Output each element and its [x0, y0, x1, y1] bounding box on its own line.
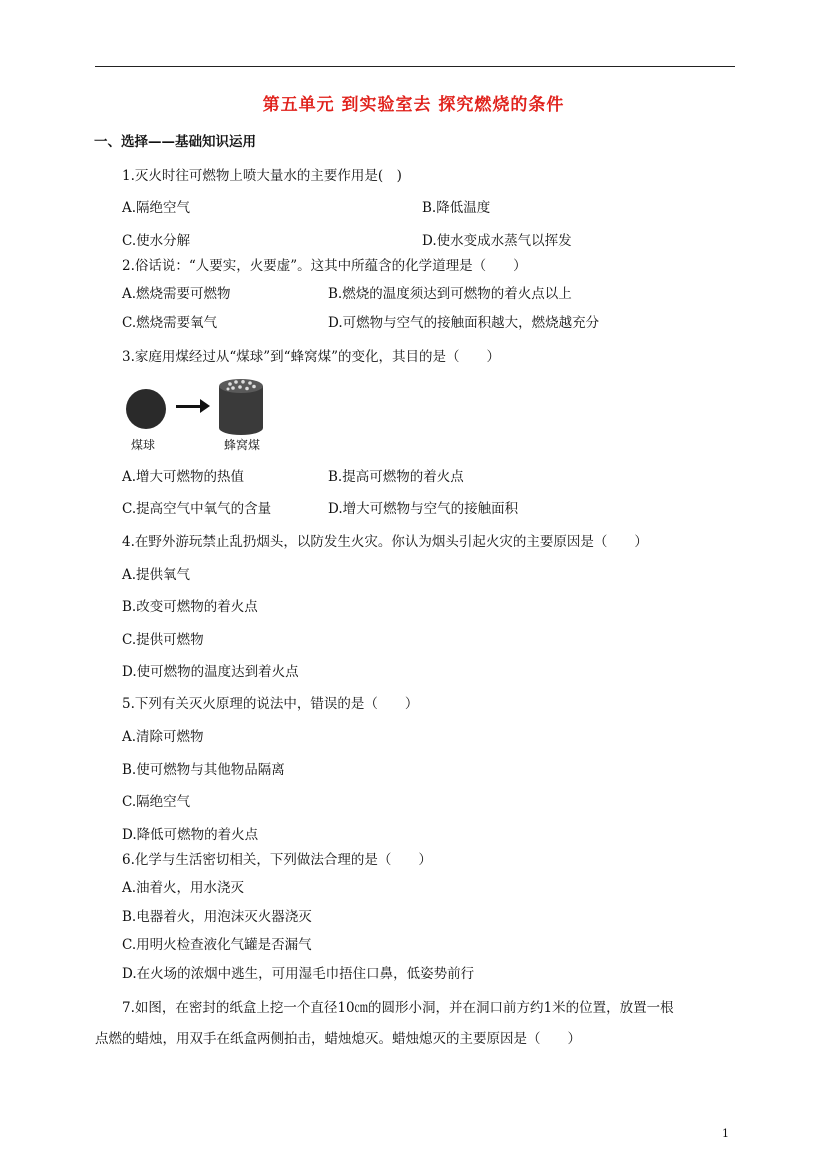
question-6-option-a: A.油着火，用水浇灭: [122, 880, 245, 896]
question-6-option-c: C.用明火检查液化气罐是否漏气: [122, 937, 312, 953]
question-2-option-c: C.燃烧需要氧气: [122, 315, 218, 331]
section-heading: 一、选择——基础知识运用: [94, 134, 256, 150]
page-number: 1: [722, 1127, 729, 1140]
arrow-head-icon: [200, 399, 210, 413]
question-1-option-a: A.隔绝空气: [122, 200, 191, 216]
question-5-option-a: A.清除可燃物: [122, 729, 204, 745]
question-1-option-c: C.使水分解: [122, 233, 191, 249]
question-4-option-d: D.使可燃物的温度达到着火点: [122, 664, 299, 680]
question-4-option-c: C.提供可燃物: [122, 632, 204, 648]
question-5-option-b: B.使可燃物与其他物品隔离: [122, 762, 285, 778]
question-4-option-a: A.提供氧气: [122, 567, 191, 583]
question-6-option-d: D.在火场的浓烟中逃生，可用湿毛巾捂住口鼻，低姿势前行: [122, 966, 475, 982]
question-5-option-d: D.降低可燃物的着火点: [122, 827, 259, 843]
question-6-stem: 6.化学与生活密切相关，下列做法合理的是（ ）: [122, 852, 432, 868]
question-2-stem: 2.俗话说：“人要实，火要虚”。这其中所蕴含的化学道理是（ ）: [122, 258, 527, 274]
question-1-stem: 1.灭火时往可燃物上喷大量水的主要作用是( ): [122, 168, 402, 184]
coal-ball-image: [126, 389, 166, 429]
header-rule: [95, 66, 735, 67]
question-1-option-d: D.使水变成水蒸气以挥发: [422, 233, 572, 249]
arrow-icon: [176, 405, 202, 408]
question-2-option-d: D.可燃物与空气的接触面积越大，燃烧越充分: [328, 315, 600, 331]
question-3-option-b: B.提高可燃物的着火点: [328, 469, 464, 485]
figure-label-coal-ball: 煤球: [131, 438, 156, 452]
question-3-stem: 3.家庭用煤经过从“煤球”到“蜂窝煤”的变化，其目的是（ ）: [122, 349, 500, 365]
page-title: 第五单元 到实验室去 探究燃烧的条件: [262, 95, 565, 115]
figure-label-honeycomb: 蜂窝煤: [224, 438, 261, 452]
question-7-stem-line-2: 点燃的蜡烛，用双手在纸盒两侧拍击，蜡烛熄灭。蜡烛熄灭的主要原因是（ ）: [95, 1031, 581, 1047]
question-3-option-c: C.提高空气中氧气的含量: [122, 501, 272, 517]
question-3-option-a: A.增大可燃物的热值: [122, 469, 245, 485]
honeycomb-briquette-image: [218, 378, 264, 436]
question-2-option-b: B.燃烧的温度须达到可燃物的着火点以上: [328, 286, 572, 302]
question-4-option-b: B.改变可燃物的着火点: [122, 599, 258, 615]
question-2-option-a: A.燃烧需要可燃物: [122, 286, 231, 302]
question-7-stem-line-1: 7.如图，在密封的纸盒上挖一个直径10㎝的圆形小洞，并在洞口前方约1米的位置，放置一根: [122, 1000, 674, 1016]
question-5-option-c: C.隔绝空气: [122, 794, 191, 810]
question-1-option-b: B.降低温度: [422, 200, 491, 216]
question-3-option-d: D.增大可燃物与空气的接触面积: [328, 501, 519, 517]
question-4-stem: 4.在野外游玩禁止乱扔烟头，以防发生火灾。你认为烟头引起火灾的主要原因是（ ）: [122, 534, 648, 550]
question-6-option-b: B.电器着火，用泡沫灭火器浇灭: [122, 909, 312, 925]
question-5-stem: 5.下列有关灭火原理的说法中，错误的是（ ）: [122, 696, 419, 712]
